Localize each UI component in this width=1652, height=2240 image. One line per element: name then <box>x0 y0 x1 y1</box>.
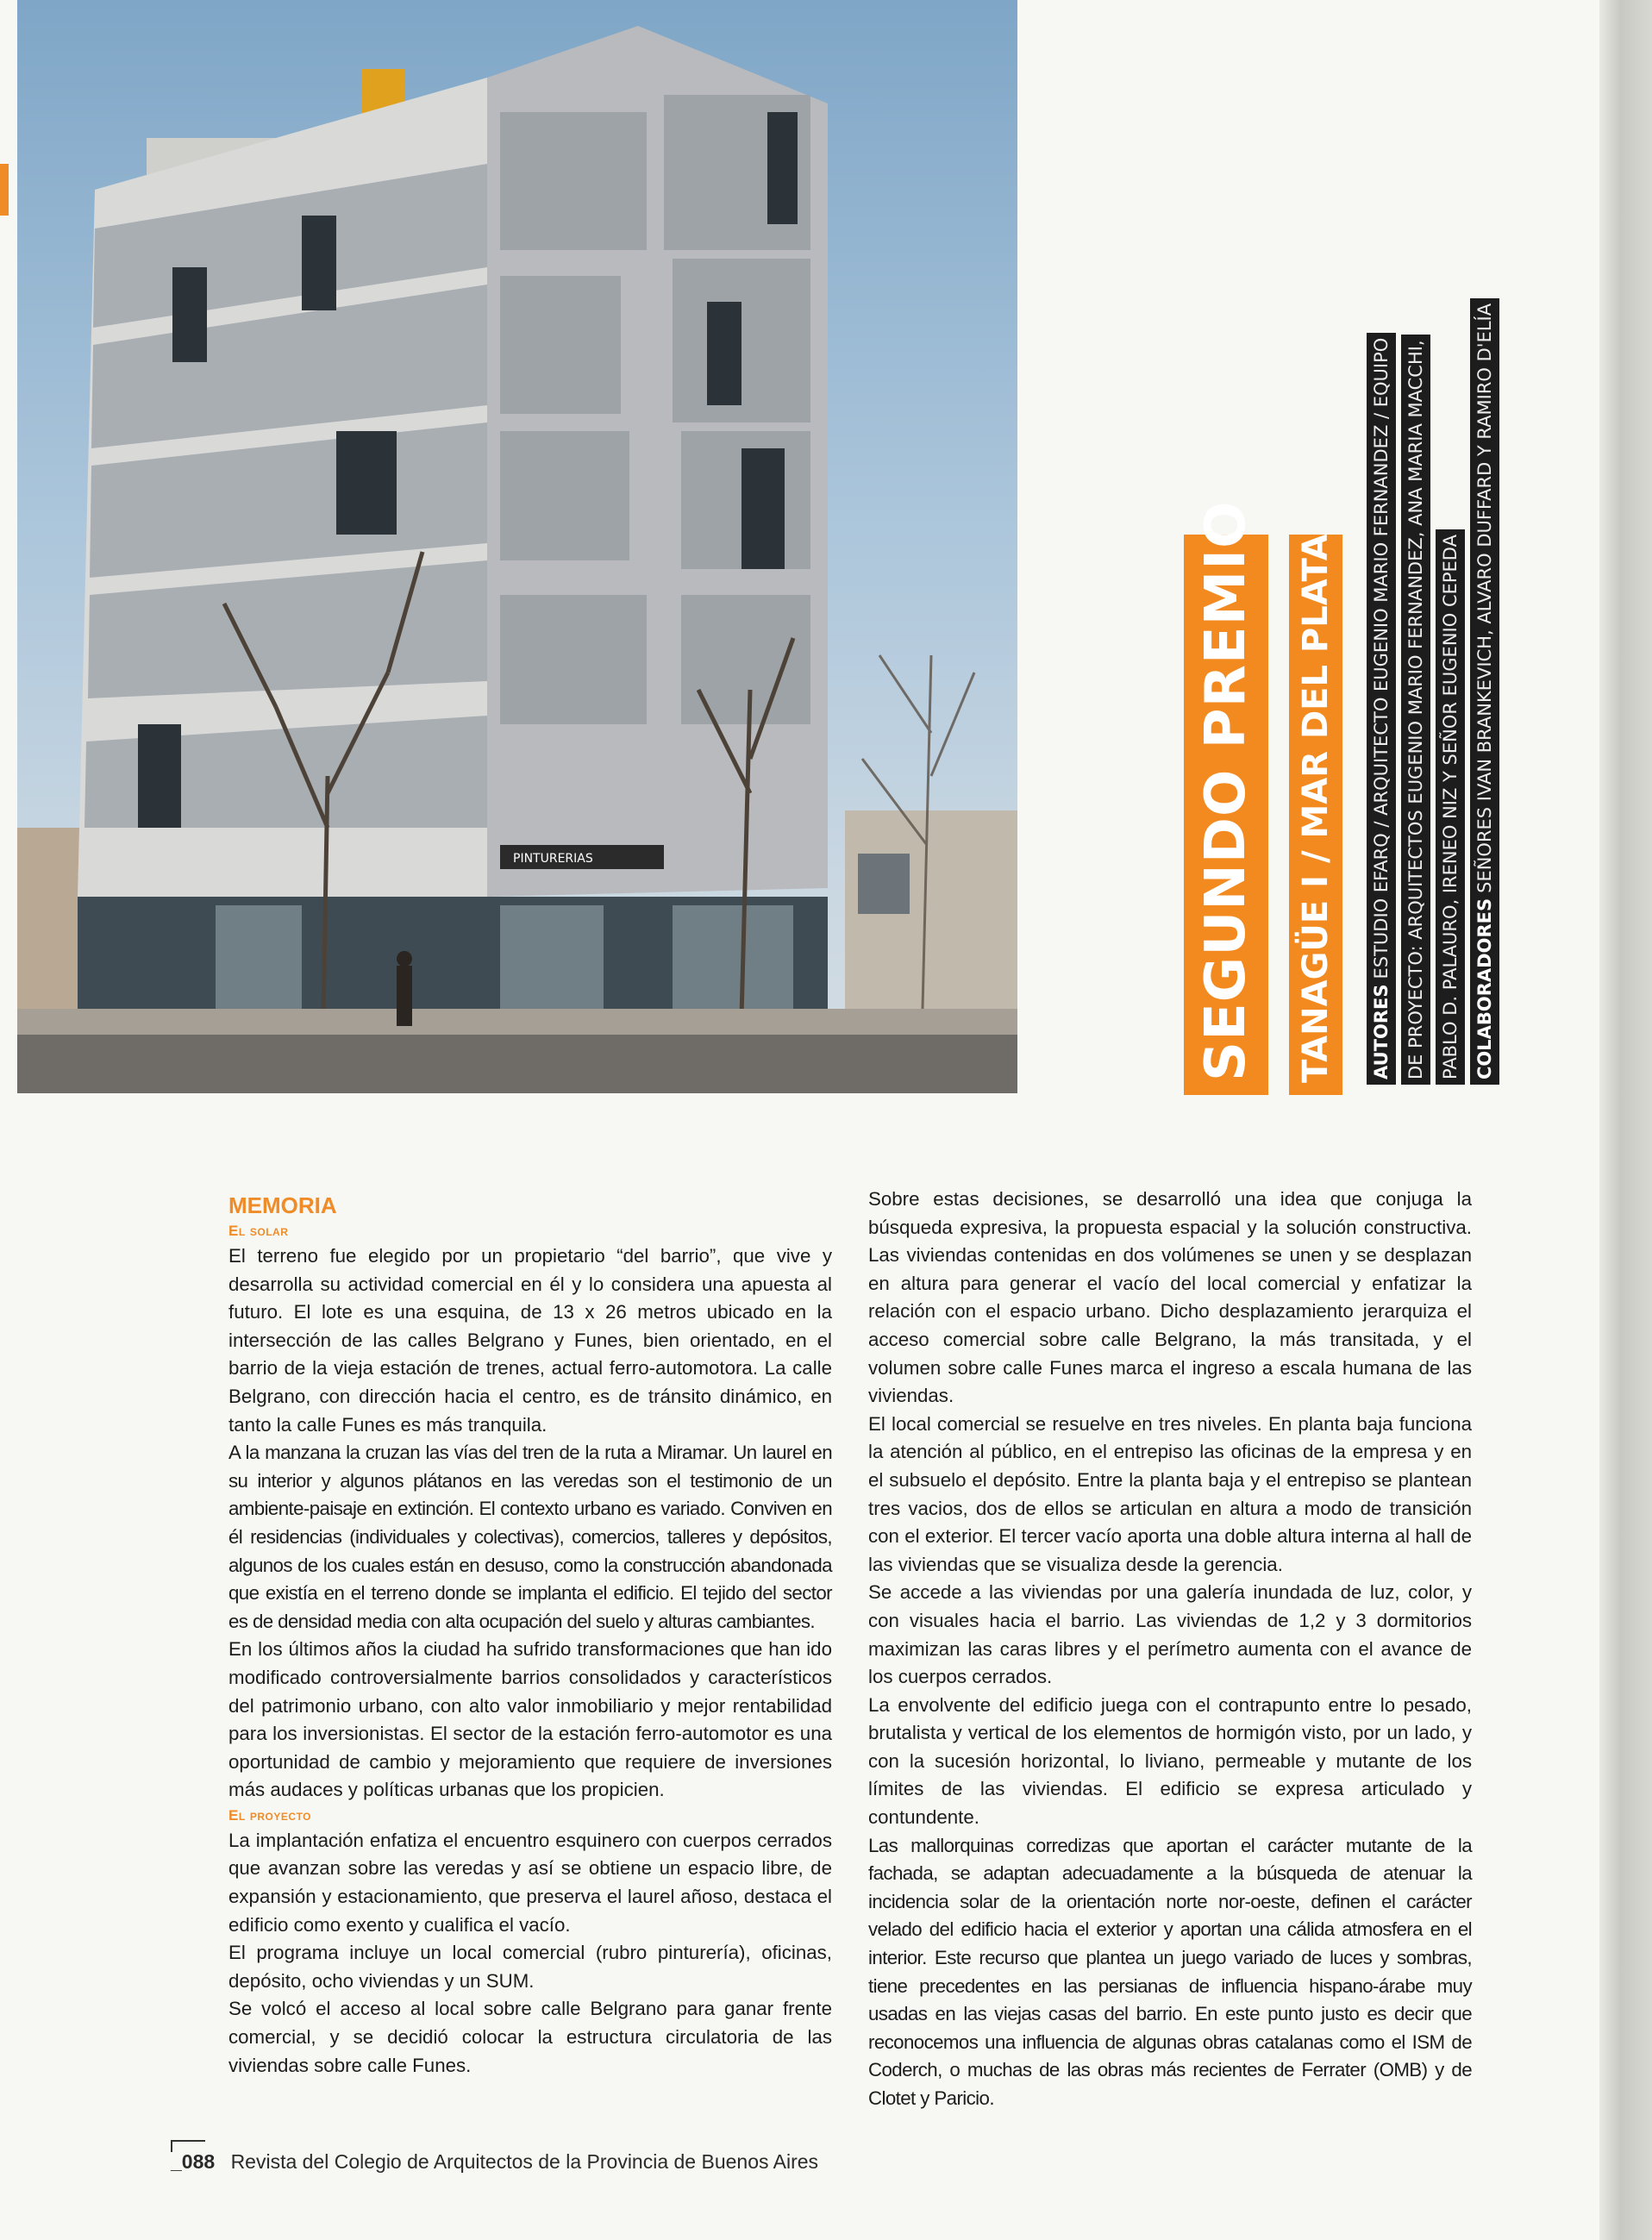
credits-team-cont <box>1436 529 1465 1085</box>
article-column-left <box>228 1186 832 2080</box>
subheading-solar: El solar <box>228 1223 289 1239</box>
article-column-right <box>868 1186 1472 2113</box>
credits-collaborators-label: COLABORADORES <box>1474 898 1495 1079</box>
page-footer <box>171 2150 818 2174</box>
paragraph: El programa incluye un local comercial (rubro pinturería), oficinas, depósito, ocho viviendas y un SUM. <box>228 1942 832 1992</box>
footer-rule <box>171 2140 205 2142</box>
paragraph: Se accede a las viviendas por una galería inundada de luz, color, y con visuales hacia el barrio. Las viviendas de 1,2 y 3 dormitorios maximizan las caras libres y el perímetro aumenta con el avance de los cuerpos cerrados. <box>868 1581 1472 1688</box>
section-heading: MEMORIA <box>228 1192 337 1218</box>
page-number: _088 <box>171 2150 216 2173</box>
credits-collaborators <box>1470 298 1499 1085</box>
paragraph: La implantación enfatiza el encuentro esquinero con cuerpos cerrados que avanzan sobre las veredas y así se obtiene un espacio libre, de expansión y estacionamiento, que preserva el laurel añoso, destaca el edificio como exento y cualifica el vacío. <box>228 1829 832 1936</box>
credits-team <box>1401 335 1430 1085</box>
project-title: TANAGÜE I / MAR DEL PLATA <box>1289 535 1342 1095</box>
shop-sign-text: PINTURERIAS <box>513 852 593 866</box>
credits-collaborators-text: SEÑORES IVAN BRANKEVICH, ALVARO DUFFARD Y RAMIRO D'ELÍA <box>1474 303 1495 893</box>
paragraph: Sobre estas decisiones, se desarrolló una idea que conjuga la búsqueda expresiva, la propuesta espacial y la solución constructiva. Las viviendas contenidas en dos volúmenes se unen y se desplazan en altura para generar el vacío del local comercial y enfatizar la relación con el espacio urbano. Dicho desplazamiento jerarquiza el acceso comercial sobre calle Belgrano, la más transitada, y el volumen sobre calle Funes marca el ingreso a escala humana de las viviendas. <box>868 1188 1472 1407</box>
paragraph: La envolvente del edificio juega con el contrapunto entre lo pesado, brutalista y vertical de los elementos de hormigón visto, por un lado, y con la sucesión horizontal, lo liviano, permeable y mutante de los límites de las viviendas. El edificio se expresa articulado y contundente. <box>868 1693 1472 1829</box>
award-title: SEGUNDO PREMIO <box>1184 535 1268 1095</box>
credits-authors-text: ESTUDIO EFARQ / ARQUITECTO EUGENIO MARIO FERNANDEZ / EQUIPO <box>1371 337 1392 979</box>
credits-team-cont-text: PABLO D. PALAURO, IRENEO NIZ Y SEÑOR EUGENIO CEPEDA <box>1440 535 1461 1079</box>
credits-authors-label: AUTORES <box>1371 984 1392 1079</box>
publication-name: Revista del Colegio de Arquitectos de la Provincia de Buenos Aires <box>230 2150 819 2173</box>
building-photo <box>17 0 1017 1093</box>
paragraph: El local comercial se resuelve en tres niveles. En planta baja funciona la atención al público, en el entrepiso las oficinas de la empresa y en el subsuelo el depósito. Entre la planta baja y el entrepiso se plantean tres vacios, dos de ellos se articulan en altura a modo de transición con el exterior. El tercer vacío aporta una doble altura interna al hall de las viviendas que se visualiza desde la gerencia. <box>868 1412 1472 1575</box>
paragraph: A la manzana la cruzan las vías del tren de la ruta a Miramar. Un laurel en su interior y algunos plátanos en las veredas son el testimonio de un ambiente-paisaje en extinción. El contexto urbano es variado. Conviven en él residencias (individuales y colectivas), comercios, talleres y depósitos, algunos de los cuales están en desuso, como la construcción abandonada que existía en el terreno donde se implanta el edificio. El tejido del sector es de densidad media con alta ocupación del suelo y alturas cambiantes. <box>228 1442 832 1632</box>
orange-edge-tab <box>0 164 9 216</box>
page-gutter-shadow <box>1599 0 1652 2240</box>
subheading-proyecto: El proyecto <box>228 1806 312 1824</box>
credits-authors <box>1367 333 1396 1085</box>
building-illustration <box>17 0 1017 1093</box>
paragraph: Se volcó el acceso al local sobre calle Belgrano para ganar frente comercial, y se decidió colocar la estructura circulatoria de las viviendas sobre calle Funes. <box>228 1998 832 2076</box>
paragraph: En los últimos años la ciudad ha sufrido transformaciones que han ido modificado controversialmente barrios consolidados y característicos del patrimonio urbano, con alto valor inmobiliario y mejor rentabilidad para los inversionistas. El sector de la estación ferro-automotor es una oportunidad de cambio y mejoramiento que requiere de inversiones más audaces y políticas urbanas que los propicien. <box>228 1638 832 1801</box>
paragraph: Las mallorquinas corredizas que aportan el carácter mutante de la fachada, se adaptan adecuadamente a la búsqueda de atenuar la incidencia solar de la orientación norte nor-oeste, definen el carácter velado del edificio hacia el exterior y aportan una cálida atmosfera en el interior. Este recurso que plantea un juego variado de luces y sombras, tiene precedentes en las persianas de influencia hispano-árabe muy usadas en las viejas casas del barrio. En este punto justo es decir que reconocemos una influencia de algunas obras catalanas como el ISM de Coderch, o muchas de las obras más recientes de Ferrater (OMB) y de Clotet y Paricio. <box>868 1834 1472 2109</box>
paragraph: El terreno fue elegido por un propietario “del barrio”, que vive y desarrolla su actividad comercial en él y lo considera una apuesta al futuro. El lote es una esquina, de 13 x 26 metros ubicado en la intersección de las calles Belgrano y Funes, bien orientado, en el barrio de la vieja estación de trenes, actual ferro-automotora. La calle Belgrano, con dirección hacia el centro, es de tránsito dinámico, en tanto la calle Funes es más tranquila. <box>228 1245 832 1436</box>
credits-team-text: DE PROYECTO: ARQUITECTOS EUGENIO MARIO FERNANDEZ, ANA MARIA MACCHI, <box>1405 340 1426 1079</box>
